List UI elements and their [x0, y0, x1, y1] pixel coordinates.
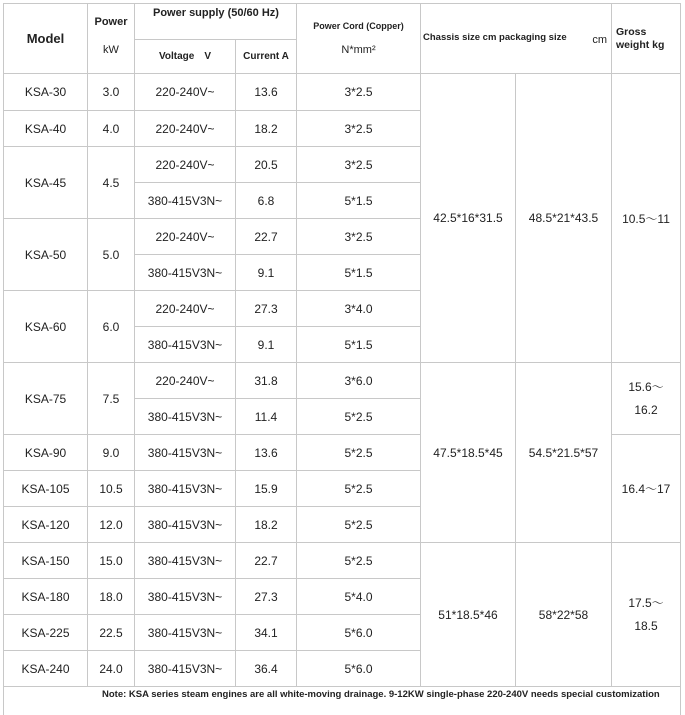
cell-power: 3.0: [88, 74, 135, 111]
cell-cord: 3*2.5: [297, 74, 421, 111]
cell-gross-group-2a: [612, 363, 681, 435]
cell-model: KSA-225: [4, 615, 88, 651]
header-cord-label: Power Cord (Copper): [313, 21, 404, 31]
cell-cord: 5*2.5: [297, 471, 421, 507]
cell-voltage: 220-240V~: [135, 147, 236, 183]
cell-model: KSA-240: [4, 651, 88, 687]
cell-model: KSA-75: [4, 363, 88, 435]
footnote: Note: KSA series steam engines are all white-moving drainage. 9-12KW single-phase 220-240V needs special customization: [4, 687, 681, 715]
cell-cord: 5*6.0: [297, 651, 421, 687]
cell-model: KSA-120: [4, 507, 88, 543]
cell-cord: 5*1.5: [297, 327, 421, 363]
header-power-label: Power: [94, 16, 128, 28]
cell-power: 5.0: [88, 219, 135, 291]
cell-voltage: 380-415V3N~: [135, 399, 236, 435]
cell-power: 18.0: [88, 579, 135, 615]
cell-model: KSA-60: [4, 291, 88, 363]
cell-current: 9.1: [236, 327, 297, 363]
cell-voltage: 380-415V3N~: [135, 183, 236, 219]
header-power-unit: kW: [103, 44, 119, 56]
cell-current: 9.1: [236, 255, 297, 291]
cell-voltage: 220-240V~: [135, 363, 236, 399]
cell-voltage: 220-240V~: [135, 219, 236, 255]
cell-cord: 5*2.5: [297, 507, 421, 543]
cell-voltage: 380-415V3N~: [135, 471, 236, 507]
cell-model: KSA-90: [4, 435, 88, 471]
cell-model: KSA-105: [4, 471, 88, 507]
cell-gross-group-2b: 16.4～17: [612, 435, 681, 543]
header-model: Model: [4, 4, 88, 74]
cell-voltage: 380-415V3N~: [135, 255, 236, 291]
cell-chassis-group-1: 42.5*16*31.5: [421, 74, 516, 363]
cell-power: 4.5: [88, 147, 135, 219]
cell-cord: 5*2.5: [297, 435, 421, 471]
cell-voltage: 380-415V3N~: [135, 615, 236, 651]
cell-model: KSA-150: [4, 543, 88, 579]
gross-2a-line-1: 15.6～: [628, 379, 664, 394]
gross-3-line-1: 17.5～: [628, 595, 664, 610]
header-chassis-unit: cm: [592, 34, 607, 46]
cell-gross-group-3: [612, 543, 681, 687]
gross-2a-line-2: 16.2: [634, 402, 658, 417]
header-chassis-label: Chassis size cm packaging size: [423, 32, 567, 43]
cell-voltage: 220-240V~: [135, 291, 236, 327]
cell-current: 27.3: [236, 579, 297, 615]
cell-voltage: 380-415V3N~: [135, 435, 236, 471]
cell-current: 36.4: [236, 651, 297, 687]
cell-model: KSA-180: [4, 579, 88, 615]
cell-power: 9.0: [88, 435, 135, 471]
cell-cord: 3*2.5: [297, 219, 421, 255]
cell-cord: 5*6.0: [297, 615, 421, 651]
cell-cord: 5*1.5: [297, 255, 421, 291]
cell-current: 34.1: [236, 615, 297, 651]
cell-voltage: 220-240V~: [135, 111, 236, 147]
cell-power: 15.0: [88, 543, 135, 579]
header-chassis: [421, 4, 612, 74]
cell-current: 13.6: [236, 74, 297, 111]
cell-packaging-group-3: 58*22*58: [516, 543, 612, 687]
cell-model: KSA-40: [4, 111, 88, 147]
cell-current: 6.8: [236, 183, 297, 219]
cell-power: 4.0: [88, 111, 135, 147]
cell-power: 12.0: [88, 507, 135, 543]
cell-current: 11.4: [236, 399, 297, 435]
cell-cord: 5*1.5: [297, 183, 421, 219]
cell-current: 20.5: [236, 147, 297, 183]
cell-power: 22.5: [88, 615, 135, 651]
cell-cord: 3*2.5: [297, 147, 421, 183]
header-cord: [297, 4, 421, 74]
cell-voltage: 380-415V3N~: [135, 543, 236, 579]
cell-voltage: 220-240V~: [135, 74, 236, 111]
cell-current: 31.8: [236, 363, 297, 399]
cell-power: 7.5: [88, 363, 135, 435]
cell-cord: 5*2.5: [297, 399, 421, 435]
header-voltage: Voltage V: [135, 40, 236, 74]
cell-chassis-group-3: 51*18.5*46: [421, 543, 516, 687]
cell-current: 15.9: [236, 471, 297, 507]
cell-power: 10.5: [88, 471, 135, 507]
cell-current: 27.3: [236, 291, 297, 327]
cell-model: KSA-50: [4, 219, 88, 291]
cell-current: 22.7: [236, 219, 297, 255]
header-power: [88, 4, 135, 74]
cell-power: 24.0: [88, 651, 135, 687]
cell-voltage: 380-415V3N~: [135, 327, 236, 363]
cell-current: 18.2: [236, 507, 297, 543]
cell-cord: 5*2.5: [297, 543, 421, 579]
header-power-supply: Power supply (50/60 Hz): [135, 4, 297, 40]
cell-cord: 3*6.0: [297, 363, 421, 399]
cell-cord: 3*2.5: [297, 111, 421, 147]
cell-voltage: 380-415V3N~: [135, 651, 236, 687]
cell-cord: 3*4.0: [297, 291, 421, 327]
cell-chassis-group-2: 47.5*18.5*45: [421, 363, 516, 543]
spec-table: [3, 3, 681, 715]
cell-model: KSA-45: [4, 147, 88, 219]
header-cord-unit: N*mm²: [341, 44, 376, 56]
cell-model: KSA-30: [4, 74, 88, 111]
header-current: Current A: [236, 40, 297, 74]
cell-packaging-group-2: 54.5*21.5*57: [516, 363, 612, 543]
cell-current: 13.6: [236, 435, 297, 471]
cell-current: 22.7: [236, 543, 297, 579]
gross-3-line-2: 18.5: [634, 618, 658, 633]
header-gross: Gross weight kg: [612, 4, 681, 74]
cell-gross-group-1: 10.5～11: [612, 74, 681, 363]
cell-power: 6.0: [88, 291, 135, 363]
cell-packaging-group-1: 48.5*21*43.5: [516, 74, 612, 363]
cell-cord: 5*4.0: [297, 579, 421, 615]
cell-current: 18.2: [236, 111, 297, 147]
cell-voltage: 380-415V3N~: [135, 507, 236, 543]
cell-voltage: 380-415V3N~: [135, 579, 236, 615]
